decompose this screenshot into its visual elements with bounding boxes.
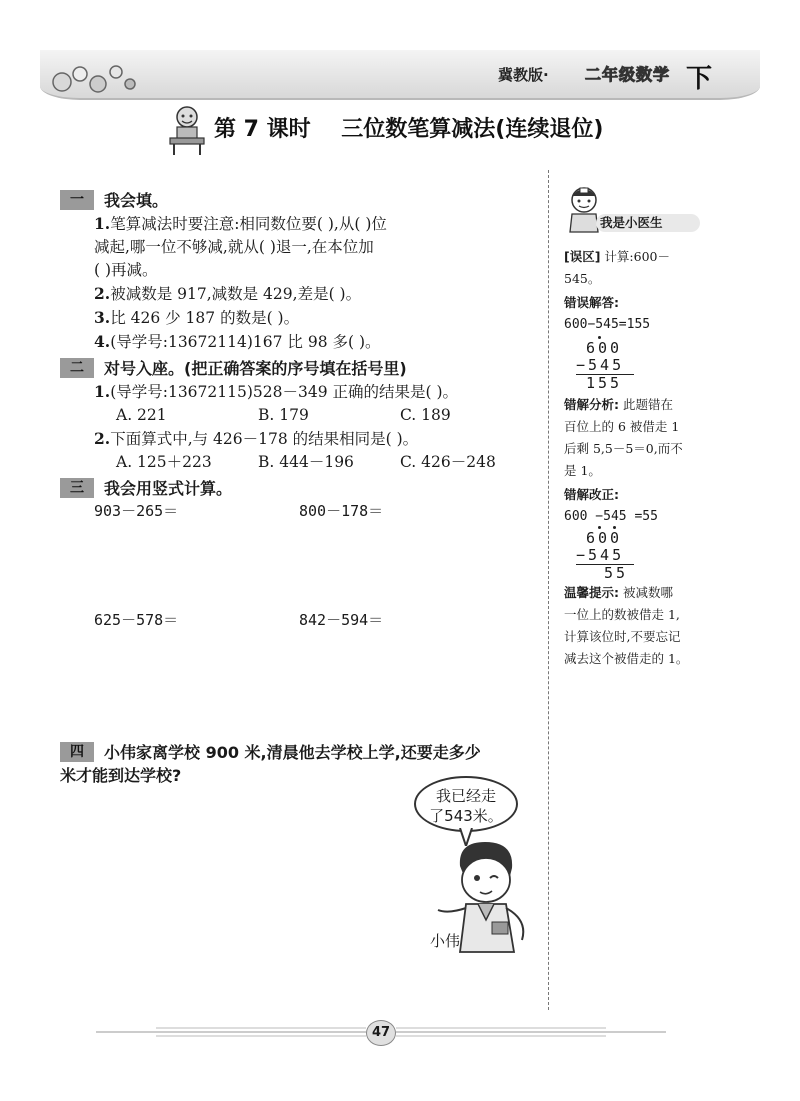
section-header <box>60 188 540 212</box>
section-header <box>60 740 540 764</box>
option-c[interactable]: C. 426－248 <box>400 453 496 471</box>
section-header <box>60 356 540 380</box>
tip-text: 被减数哪 <box>622 585 673 600</box>
option-c[interactable]: C. 189 <box>400 406 451 424</box>
question-item <box>60 212 540 236</box>
calc-problem: 903－265＝ <box>94 502 179 520</box>
borrow-dot <box>598 526 601 529</box>
analysis-text: 百位上的 6 被借走 1 <box>564 419 680 434</box>
wrong-equation: 600−545=155 <box>564 317 651 332</box>
exercise-area <box>60 186 540 787</box>
fix-block <box>564 484 704 528</box>
section-title-continuation: 米才能到达学校? <box>60 766 182 785</box>
error-area-label: [误区] <box>564 249 601 264</box>
tip-text: 一位上的数被借走 1, <box>564 607 680 622</box>
question-continuation: ( )再减。 <box>94 261 158 279</box>
calc-result: 55 <box>604 564 629 582</box>
section-tag: 四 <box>60 742 94 762</box>
calc-subtrahend: −545 <box>576 546 625 564</box>
tip-head: 温馨提示: <box>564 585 619 600</box>
sidebar-title: 我是小医生 <box>596 214 700 232</box>
wrong-answer-head: 错误解答: <box>564 295 619 310</box>
question-item <box>60 380 540 404</box>
question-number: 4. <box>94 332 111 351</box>
analysis-text: 后剩 5,5－5＝0,而不 <box>564 441 683 456</box>
analysis-block <box>564 394 704 482</box>
section-title: 我会用竖式计算。 <box>104 478 233 498</box>
footer-decoration <box>396 1024 666 1040</box>
student-at-desk-icon <box>166 104 208 156</box>
speech-text: 我已经走 <box>435 787 496 805</box>
section-title: 对号入座。(把正确答案的序号填在括号里) <box>104 358 407 378</box>
section-title: 我会填。 <box>104 190 169 210</box>
question-number: 3. <box>94 308 111 327</box>
section-tag: 一 <box>60 190 94 210</box>
fix-head: 错解改正: <box>564 487 619 502</box>
question-continuation: 减起,哪一位不够减,就从( )退一,在本位加 <box>94 238 374 256</box>
lesson-title: 第 7 课时 三位数笔算减法(连续退位) <box>214 117 604 142</box>
calc-minuend: 600 <box>586 529 623 547</box>
fix-equation: 600 −545 =55 <box>564 509 658 524</box>
question-number: 2. <box>94 429 111 448</box>
analysis-head: 错解分析: <box>564 397 619 412</box>
option-b[interactable]: B. 444－196 <box>258 453 354 471</box>
calc-problem: 842－594＝ <box>299 611 384 629</box>
analysis-text: 是 1。 <box>564 463 601 478</box>
calc-problem: 625－578＝ <box>94 611 179 629</box>
speech-bubble <box>414 776 518 832</box>
question-text: 被减数是 917,减数是 429,差是( )。 <box>110 285 362 303</box>
analysis-text: 此题错在 <box>622 397 673 412</box>
work-space[interactable] <box>60 632 540 738</box>
calc-problem: 800－178＝ <box>299 502 384 520</box>
page-number: 47 <box>366 1020 396 1046</box>
calc-row <box>60 609 540 632</box>
option-b[interactable]: B. 179 <box>258 406 309 424</box>
tip-block <box>564 582 704 670</box>
question-item <box>60 330 540 354</box>
character-name: 小伟 <box>430 932 461 950</box>
header-decoration-icon <box>48 58 140 98</box>
section-title: 小伟家离学校 900 米,清晨他去学校上学,还要走多少 <box>104 742 481 762</box>
answer-options <box>60 451 540 474</box>
sidebar-divider <box>548 170 549 1010</box>
question-text: 笔算减法时要注意:相同数位要( ),从( )位 <box>110 215 387 233</box>
question-text: 比 426 少 187 的数是( )。 <box>110 309 300 327</box>
error-area-text: 计算:600－ <box>604 249 670 264</box>
question-item <box>60 306 540 330</box>
footer-decoration <box>96 1024 366 1040</box>
question-number: 1. <box>94 382 111 401</box>
work-space[interactable] <box>60 523 540 609</box>
calc-minuend: 600 <box>586 339 623 357</box>
error-area <box>564 246 704 290</box>
question-text: 下面算式中,与 426－178 的结果相同是( )。 <box>110 430 419 448</box>
question-item <box>60 282 540 306</box>
grade-subject-label: 二年级数学 <box>585 65 671 84</box>
option-a[interactable]: A. 221 <box>116 406 167 424</box>
borrow-dot <box>613 526 616 529</box>
calc-result: 155 <box>586 374 623 392</box>
wrong-vertical-calc <box>576 340 634 392</box>
answer-options <box>60 404 540 427</box>
section-tag: 三 <box>60 478 94 498</box>
option-a[interactable]: A. 125＋223 <box>116 453 212 471</box>
calc-subtrahend: −545 <box>576 356 625 374</box>
borrow-dot <box>598 336 601 339</box>
section-header <box>60 476 540 500</box>
tip-text: 计算该位时,不要忘记 <box>564 629 681 644</box>
wrong-answer-block <box>564 292 704 336</box>
question-text: (导学号:13672114)167 比 98 多( )。 <box>110 333 381 351</box>
calc-row <box>60 500 540 523</box>
fix-vertical-calc <box>576 530 634 582</box>
question-number: 1. <box>94 214 111 233</box>
speech-text: 了543米。 <box>429 807 503 825</box>
question-text: (导学号:13672115)528－349 正确的结果是( )。 <box>110 383 459 401</box>
tip-text: 减去这个被借走的 1。 <box>564 651 689 666</box>
section-tag: 二 <box>60 358 94 378</box>
error-area-text: 545。 <box>564 271 601 286</box>
volume-label: 下 <box>686 64 713 94</box>
book-edition-label: 冀教版· <box>498 66 549 84</box>
question-number: 2. <box>94 284 111 303</box>
question-item <box>60 427 540 451</box>
